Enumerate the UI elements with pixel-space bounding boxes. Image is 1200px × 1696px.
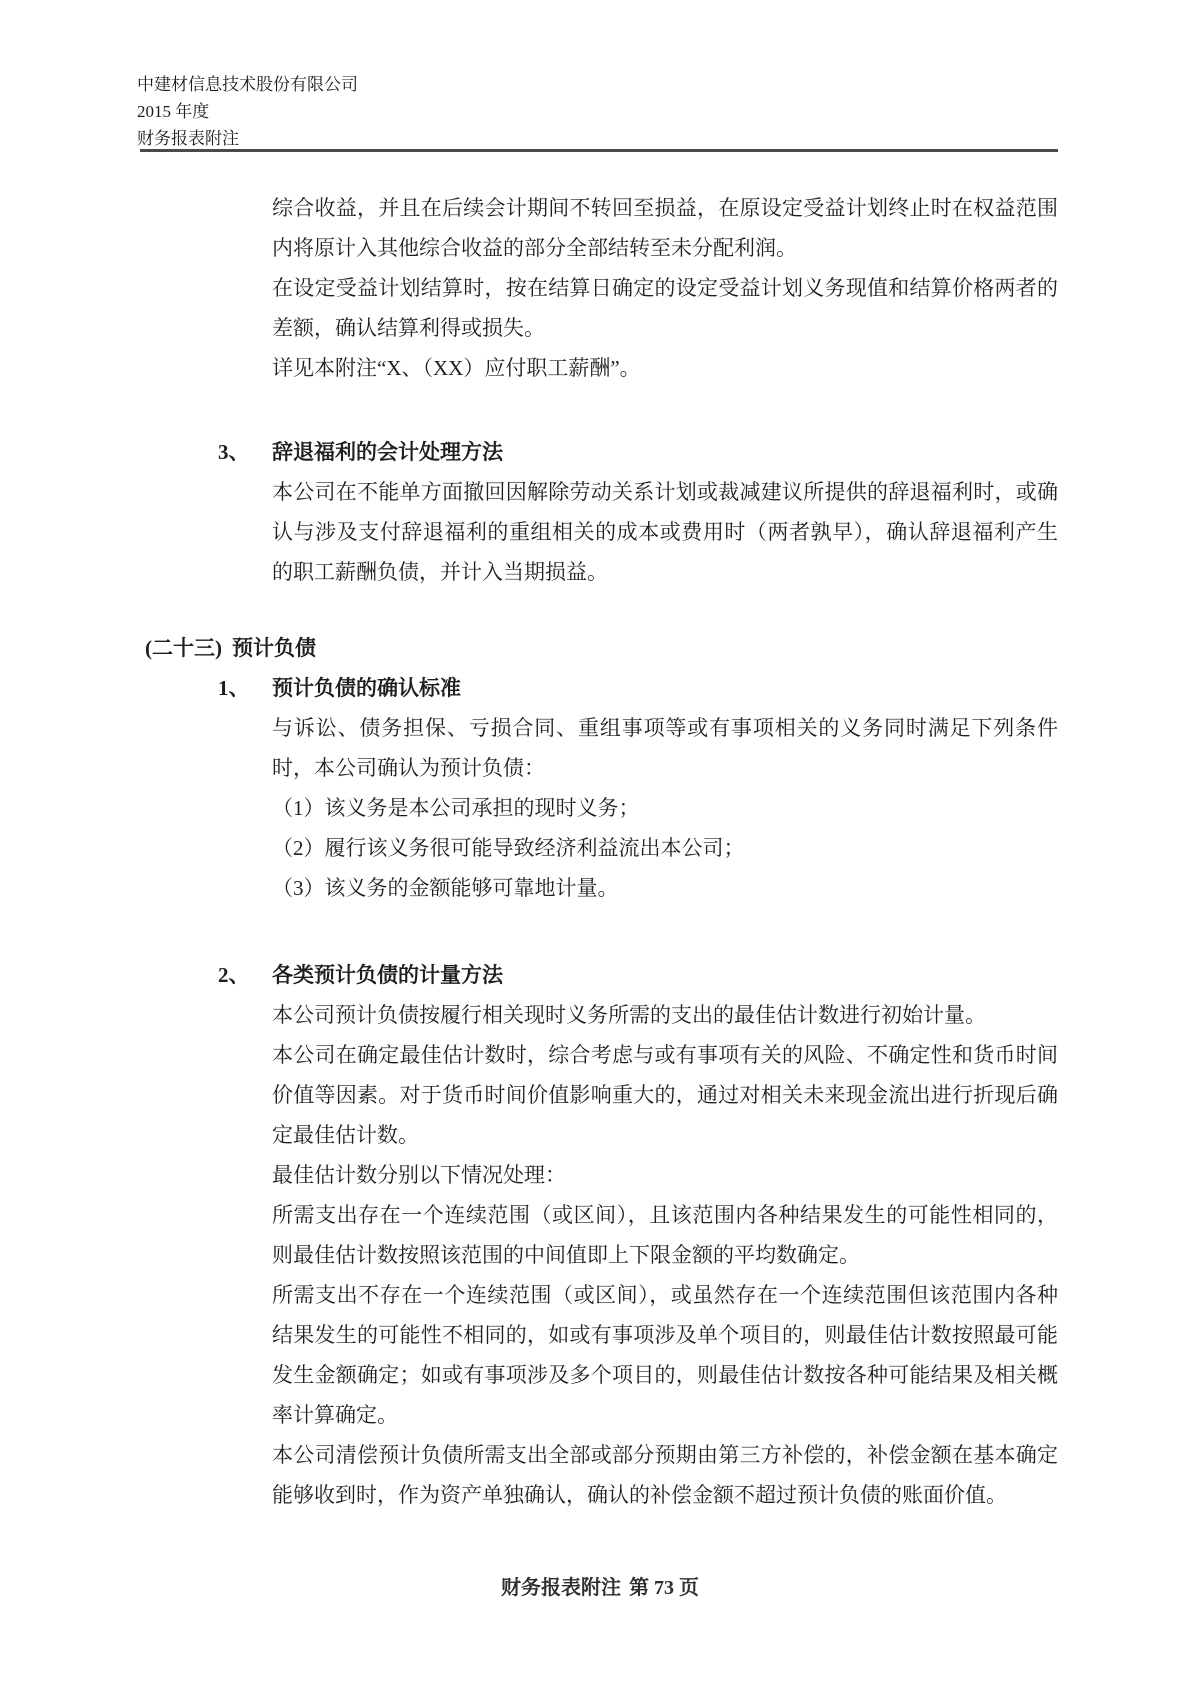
heading-number: 1、 [218, 676, 250, 700]
footer-label: 财务报表附注 [501, 1577, 621, 1599]
paragraph: 详见本附注“X、（XX）应付职工薪酬”。 [272, 356, 641, 380]
section-heading-23 [145, 628, 1058, 668]
list-item: （2）履行该义务很可能导致经济利益流出本公司； [272, 836, 745, 860]
heading-title: 辞退福利的会计处理方法 [272, 440, 503, 464]
paragraph: 与诉讼、债务担保、亏损合同、重组事项等或有事项相关的义务同时满足下列条件时，本公司确认为预计负债： [272, 716, 1058, 780]
paragraph: 在设定受益计划结算时，按在结算日确定的设定受益计划义务现值和结算价格两者的差额，确认结算利得或损失。 [272, 276, 1058, 340]
document-body [145, 188, 1058, 1515]
paragraph: 本公司预计负债按履行相关现时义务所需的支出的最佳估计数进行初始计量。 [272, 1003, 986, 1027]
list-item: （1）该义务是本公司承担的现时义务； [272, 796, 640, 820]
heading-title: 预计负债的确认标准 [272, 676, 461, 700]
paragraph: 本公司在确定最佳估计数时，综合考虑与或有事项有关的风险、不确定性和货币时间价值等因素。对于货币时间价值影响重大的，通过对相关未来现金流出进行折现后确定最佳估计数。 [272, 1043, 1058, 1147]
company-name: 中建材信息技术股份有限公司 [137, 75, 358, 94]
heading-number: 3、 [218, 440, 250, 464]
section-title: 预计负债 [232, 636, 316, 660]
page-footer [0, 1571, 1200, 1600]
heading-title: 各类预计负债的计量方法 [272, 963, 503, 987]
paragraph: 本公司清偿预计负债所需支出全部或部分预期由第三方补偿的，补偿金额在基本确定能够收到时，作为资产单独确认，确认的补偿金额不超过预计负债的账面价值。 [272, 1443, 1058, 1507]
numbered-heading-3 [218, 432, 1058, 472]
paragraph: 最佳估计数分别以下情况处理： [272, 1163, 566, 1187]
report-year: 2015 年度 [137, 102, 210, 121]
document-type: 财务报表附注 [137, 129, 239, 148]
paragraph: 所需支出存在一个连续范围（或区间），且该范围内各种结果发生的可能性相同的，则最佳估计数按照该范围的中间值即上下限金额的平均数确定。 [272, 1203, 1058, 1267]
paragraph: 综合收益，并且在后续会计期间不转回至损益，在原设定受益计划终止时在权益范围内将原计入其他综合收益的部分全部结转至未分配利润。 [272, 196, 1058, 260]
header-divider [140, 149, 1058, 152]
heading-number: 2、 [218, 963, 250, 987]
paragraph: 所需支出不存在一个连续范围（或区间），或虽然存在一个连续范围但该范围内各种结果发生的可能性不相同的，如或有事项涉及单个项目的，则最佳估计数按照最可能发生金额确定；如或有事项涉及多个项目的，则最佳估计数按各种可能结果及相关概率计算确定。 [272, 1283, 1058, 1427]
section-label: (二十三) [145, 636, 222, 660]
numbered-heading-2 [218, 955, 1058, 995]
list-item: （3）该义务的金额能够可靠地计量。 [272, 876, 619, 900]
footer-page-number: 第 73 页 [629, 1577, 699, 1599]
numbered-heading-1 [218, 668, 1058, 708]
page-header [137, 71, 358, 152]
paragraph: 本公司在不能单方面撤回因解除劳动关系计划或裁减建议所提供的辞退福利时，或确认与涉及支付辞退福利的重组相关的成本或费用时（两者孰早），确认辞退福利产生的职工薪酬负债，并计入当期损益。 [272, 480, 1058, 584]
